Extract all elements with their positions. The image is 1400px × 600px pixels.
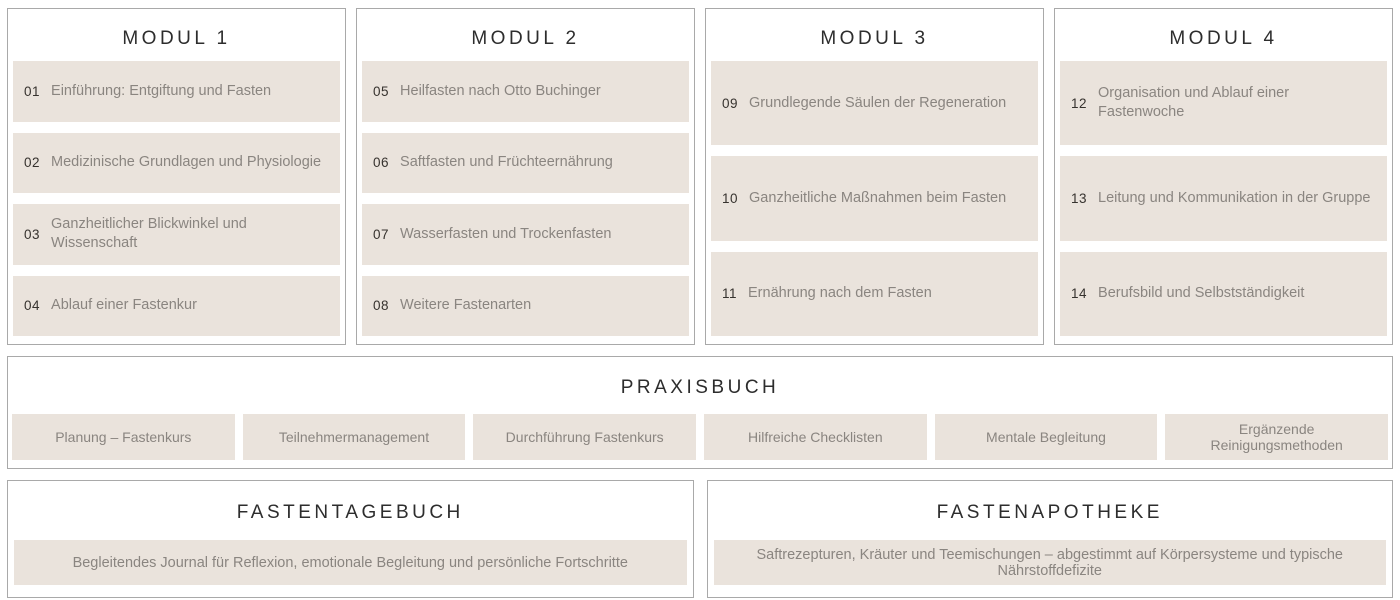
praxisbuch-panel: [7, 356, 1393, 469]
module-item-label: Einführung: Entgiftung und Fasten: [51, 82, 272, 99]
module-item-number: 05: [373, 83, 390, 99]
module-item-label: Leitung und Kommunikation in der Gruppe: [1098, 189, 1371, 206]
module-4-title: MODUL 4: [1169, 28, 1278, 49]
module-2-title: MODUL 2: [471, 28, 580, 49]
module-1-card: [7, 8, 346, 345]
module-item-number: 08: [373, 298, 390, 314]
module-item: [1060, 61, 1387, 145]
module-item: [13, 276, 340, 337]
module-1-items: [13, 61, 340, 336]
module-3-items: [711, 61, 1038, 336]
fastentagebuch-title: FASTENTAGEBUCH: [236, 502, 464, 523]
praxisbuch-items: [12, 414, 1388, 460]
module-2-items: [362, 61, 689, 336]
module-item: [362, 133, 689, 194]
modules-row: [7, 8, 1393, 345]
module-item-label: Organisation und Ablauf einer Fastenwoche: [1098, 85, 1290, 121]
bottom-row: [7, 480, 1393, 598]
module-item-number: 10: [722, 190, 739, 206]
module-item: [1060, 156, 1387, 240]
module-item-label: Medizinische Grundlagen und Physiologie: [51, 154, 322, 171]
praxisbuch-title: PRAXISBUCH: [620, 377, 780, 398]
module-item: [362, 276, 689, 337]
fastenapotheke-title: FASTENAPOTHEKE: [936, 502, 1163, 523]
module-item-label: Saftfasten und Früchteernährung: [400, 154, 613, 171]
module-item-number: 13: [1071, 190, 1088, 206]
module-2-card: [356, 8, 695, 345]
module-item: [362, 204, 689, 265]
module-item-label: Ganzheitlicher Blickwinkel und Wissenschaft: [51, 216, 247, 252]
module-item-number: 11: [722, 286, 738, 302]
module-item: [13, 61, 340, 122]
praxisbuch-item: Mentale Begleitung: [935, 414, 1158, 460]
module-item-number: 04: [24, 298, 41, 314]
module-4-items: [1060, 61, 1387, 336]
module-item-label: Ablauf einer Fastenkur: [51, 297, 197, 314]
module-item: [711, 61, 1038, 145]
module-item-label: Weitere Fastenarten: [400, 297, 532, 314]
module-item: [362, 61, 689, 122]
module-item: [711, 156, 1038, 240]
module-item-number: 14: [1071, 286, 1088, 302]
module-item: [1060, 252, 1387, 336]
praxisbuch-item: Hilfreiche Checklisten: [704, 414, 927, 460]
fastentagebuch-description: Begleitendes Journal für Reflexion, emotionale Begleitung und persönliche Fortschritte: [14, 540, 687, 585]
module-item-number: 06: [373, 155, 390, 171]
module-item-number: 02: [24, 155, 41, 171]
module-item: [711, 252, 1038, 336]
praxisbuch-item: Durchführung Fastenkurs: [473, 414, 696, 460]
module-item-number: 03: [24, 226, 41, 242]
module-item-label: Ganzheitliche Maßnahmen beim Fasten: [749, 189, 1007, 206]
module-item-number: 09: [722, 95, 739, 111]
module-item-label: Grundlegende Säulen der Regeneration: [749, 94, 1007, 111]
module-item-number: 01: [24, 83, 41, 99]
module-1-title: MODUL 1: [122, 28, 231, 49]
module-4-card: [1054, 8, 1393, 345]
module-item-label: Wasserfasten und Trockenfasten: [400, 225, 612, 242]
module-3-title: MODUL 3: [820, 28, 929, 49]
praxisbuch-item: Ergänzende Reinigungsmethoden: [1165, 414, 1388, 460]
module-item-number: 07: [373, 226, 390, 242]
fastentagebuch-panel: [7, 480, 694, 598]
module-item-number: 12: [1071, 95, 1088, 111]
module-item-label: Berufsbild und Selbstständigkeit: [1098, 285, 1305, 302]
praxisbuch-item: Planung – Fastenkurs: [12, 414, 235, 460]
module-item: [13, 204, 340, 265]
praxisbuch-item: Teilnehmermanagement: [243, 414, 466, 460]
fastenapotheke-description: Saftrezepturen, Kräuter und Teemischungen – abgestimmt auf Körpersysteme und typische Nährstoffdefizite: [714, 540, 1387, 585]
module-3-card: [705, 8, 1044, 345]
module-item-label: Heilfasten nach Otto Buchinger: [400, 82, 601, 99]
fastenapotheke-panel: [707, 480, 1394, 598]
module-item-label: Ernährung nach dem Fasten: [748, 285, 932, 302]
module-item: [13, 133, 340, 194]
